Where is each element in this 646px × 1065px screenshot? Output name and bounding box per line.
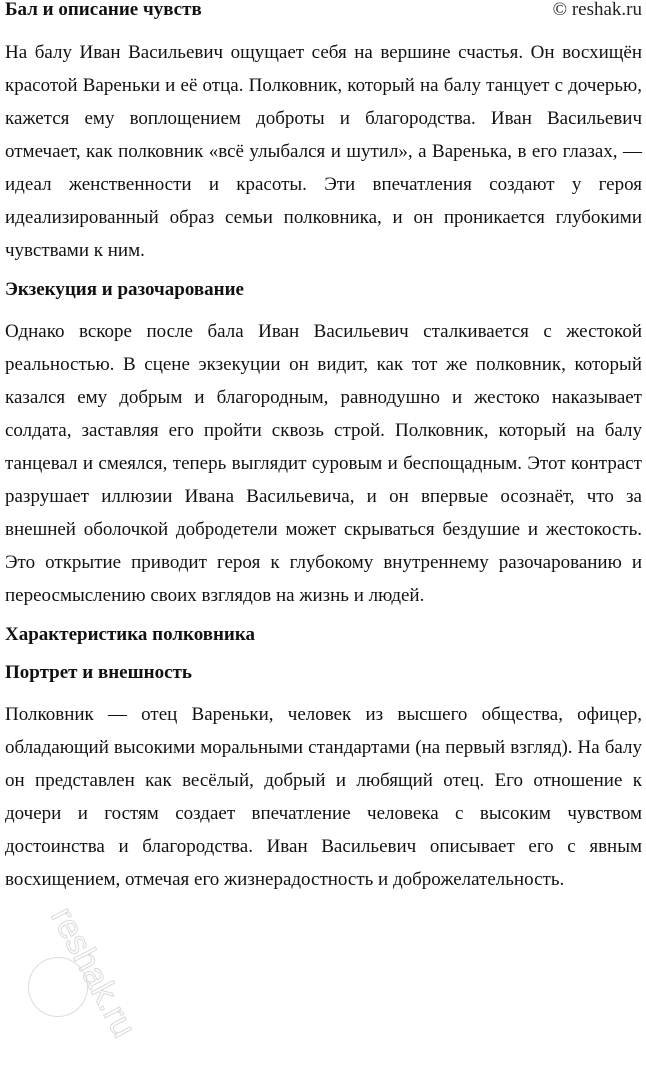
section-header-portrait: [5, 658, 642, 688]
watermark-text: reshak.ru: [43, 900, 144, 1044]
section-title-portrait: Портрет и внешность: [5, 662, 192, 683]
paragraph-portrait: Полковник — отец Вареньки, человек из высшего общества, офицер, обладающий высокими моральными стандартами (на первый взгляд). На балу он представлен как весёлый, добрый и любящий отец. Его отношение к дочери и гостям создает впечатление человека с высоким чувством достоинства и благородства. Иван Васильевич описывает его с явным восхищением, отмечая его жизнерадостность и доброжелательность.: [5, 704, 642, 890]
paragraph-execution: Однако вскоре после бала Иван Васильевич сталкивается с жестокой реальностью. В сцене экзекуции он видит, как тот же полковник, который казался ему добрым и благородным, равнодушно и жестоко наказывает солдата, заставляя его пройти сквозь строй. Полковник, который на балу танцевал и смеялся, теперь выглядит суровым и беспощадным. Этот контраст разрушает иллюзии Ивана Васильевича, и он впервые осознаёт, что за внешней оболочкой добродетели может скрываться бездушие и жестокость. Это открытие приводит героя к глубокому внутреннему разочарованию и переосмыслению своих взглядов на жизнь и людей.: [5, 321, 642, 606]
section-title-colonel: Характеристика полковника: [5, 624, 256, 645]
paragraph-ball: На балу Иван Васильевич ощущает себя на вершине счастья. Он восхищён красотой Вареньки и её отца. Полковник, который на балу танцует с дочерью, кажется ему воплощением доброты и благородства. Иван Васильевич отмечает, как полковник «всё улыбался и шутил», а Варенька, в его глазах, — идеал женственности и красоты. Эти впечатления создают у героя идеализированный образ семьи полковника, и он проникается глубокими чувствами к ним.: [5, 42, 642, 261]
section-title-ball: Бал и описание чувств: [5, 0, 202, 20]
section-header-colonel: [5, 620, 642, 650]
copyright-circle-icon: [28, 957, 88, 1017]
header-row: [5, 0, 642, 26]
section-title-execution: Экзекуция и разочарование: [5, 279, 244, 300]
section-header-execution: [5, 275, 642, 305]
watermark: [8, 900, 168, 1065]
copyright-label: © reshak.ru: [552, 0, 642, 20]
